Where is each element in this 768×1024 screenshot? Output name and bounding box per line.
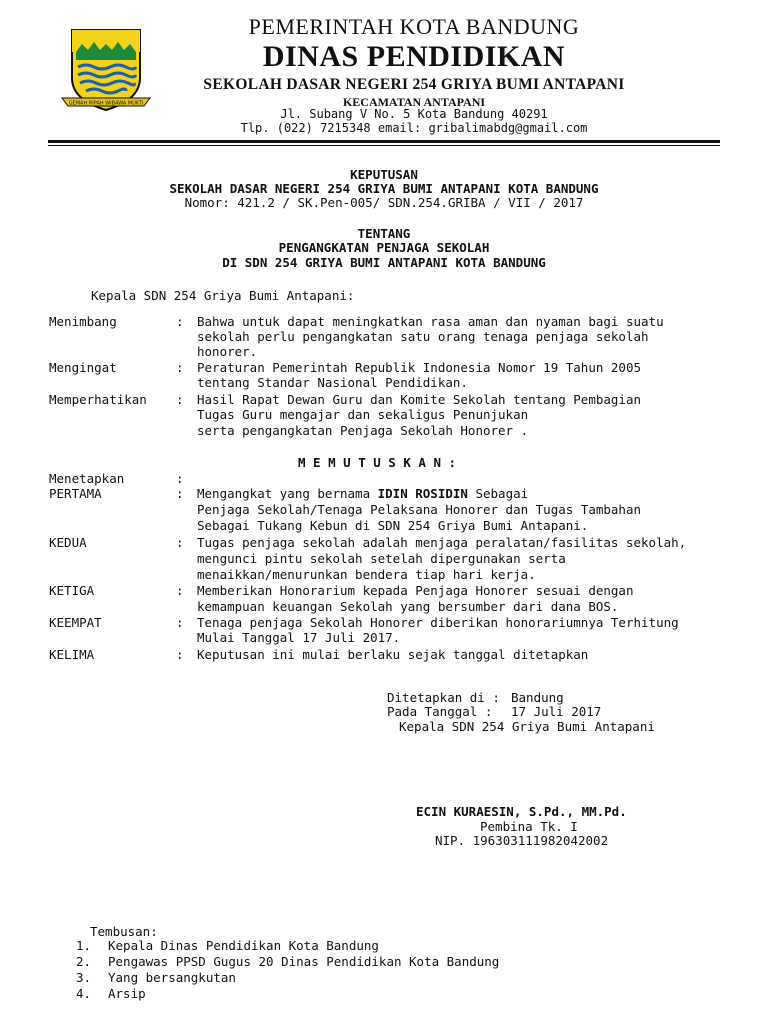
school-contact: Tlp. (022) 7215348 email: gribalimabdg@gmail.com bbox=[240, 121, 588, 135]
keempat-text-2: Mulai Tanggal 17 Juli 2017. bbox=[197, 630, 401, 645]
ketiga-text-2: kemampuan keuangan Sekolah yang bersumber dari dana BOS. bbox=[197, 599, 619, 614]
pertama-pre: Mengangkat yang bernama bbox=[197, 486, 378, 501]
colon: : bbox=[176, 314, 184, 329]
tembusan-num-4: 4. bbox=[76, 986, 92, 1001]
mengingat-text-2: tentang Standar Nasional Pendidikan. bbox=[197, 375, 468, 390]
colon: : bbox=[176, 360, 184, 375]
district-name: KECAMATAN ANTAPANI bbox=[342, 95, 486, 109]
pertama-text-2: Penjaga Sekolah/Tenaga Pelaksana Honorer dan Tugas Tambahan bbox=[197, 502, 642, 517]
tembusan-item-3: Yang bersangkutan bbox=[108, 970, 236, 985]
kedua-text-1: Tugas penjaga sekolah adalah menjaga peralatan/fasilitas sekolah, bbox=[197, 535, 687, 550]
mengingat-text-1: Peraturan Pemerintah Republik Indonesia Nomor 19 Tahun 2005 bbox=[197, 360, 642, 375]
colon: : bbox=[176, 392, 184, 407]
letterhead-divider-thin bbox=[48, 145, 720, 146]
kelima-text-1: Keputusan ini mulai berlaku sejak tanggal ditetapkan bbox=[197, 647, 589, 662]
decree-subject-line1: PENGANGKATAN PENJAGA SEKOLAH bbox=[278, 240, 490, 255]
logo-motto: GEMAH RIPAH WIBAWA MUKTI bbox=[68, 100, 144, 107]
ketiga-label: KETIGA bbox=[49, 583, 95, 598]
kedua-label: KEDUA bbox=[49, 535, 87, 550]
memperhatikan-label: Memperhatikan bbox=[49, 392, 147, 407]
colon: : bbox=[176, 471, 184, 486]
school-address: Jl. Subang V No. 5 Kota Bandung 40291 bbox=[280, 107, 548, 121]
kedua-text-3: menaikkan/menurunkan bendera tiap hari kerja. bbox=[197, 567, 536, 582]
signatory-position: Kepala SDN 254 Griya Bumi Antapani bbox=[399, 719, 655, 734]
tembusan-item-2: Pengawas PPSD Gugus 20 Dinas Pendidikan Kota Bandung bbox=[108, 954, 500, 969]
decree-title: KEPUTUSAN bbox=[350, 167, 418, 182]
kedua-text-2: mengunci pintu sekolah setelah dipergunakan serta bbox=[197, 551, 566, 566]
tembusan-item-1: Kepala Dinas Pendidikan Kota Bandung bbox=[108, 938, 379, 953]
school-name: SEKOLAH DASAR NEGERI 254 GRIYA BUMI ANTAPANI bbox=[203, 76, 625, 93]
pertama-text-1 bbox=[197, 486, 528, 501]
memperhatikan-text-3: serta pengangkatan Penjaga Sekolah Honorer . bbox=[197, 423, 529, 438]
pertama-label: PERTAMA bbox=[49, 486, 102, 501]
colon: : bbox=[176, 615, 184, 630]
decides-heading: M E M U T U S K A N : bbox=[298, 455, 457, 470]
ketiga-text-1: Memberikan Honorarium kepada Penjaga Honorer sesuai dengan bbox=[197, 583, 634, 598]
place-label: Ditetapkan di : bbox=[387, 690, 500, 705]
letterhead-divider bbox=[48, 140, 720, 143]
menimbang-text-2: sekolah perlu pengangkatan satu orang tenaga penjaga sekolah bbox=[197, 329, 649, 344]
tembusan-num-2: 2. bbox=[76, 954, 92, 969]
menimbang-text-3: honorer. bbox=[197, 344, 258, 359]
menimbang-text-1: Bahwa untuk dapat meningkatkan rasa aman dan nyaman bagi suatu bbox=[197, 314, 664, 329]
menetapkan-label: Menetapkan bbox=[49, 471, 125, 486]
decree-issuer: SEKOLAH DASAR NEGERI 254 GRIYA BUMI ANTAPANI KOTA BANDUNG bbox=[169, 181, 599, 196]
memperhatikan-text-1: Hasil Rapat Dewan Guru dan Komite Sekolah tentang Pembagian bbox=[197, 392, 642, 407]
memperhatikan-text-2: Tugas Guru mengajar dan sekaligus Penunjukan bbox=[197, 407, 529, 422]
mengingat-label: Mengingat bbox=[49, 360, 117, 375]
signatory-name: ECIN KURAESIN, S.Pd., MM.Pd. bbox=[416, 804, 627, 819]
decree-number: Nomor: 421.2 / SK.Pen-005/ SDN.254.GRIBA / VII / 2017 bbox=[184, 195, 584, 210]
tembusan-num-3: 3. bbox=[76, 970, 92, 985]
menimbang-label: Menimbang bbox=[49, 314, 117, 329]
colon: : bbox=[176, 535, 184, 550]
agency-name: DINAS PENDIDIKAN bbox=[262, 40, 566, 73]
place-value: Bandung bbox=[511, 690, 564, 705]
date-label: Pada Tanggal : bbox=[387, 704, 493, 719]
signatory-rank: Pembina Tk. I bbox=[480, 819, 578, 834]
decree-subject-line2: DI SDN 254 GRIYA BUMI ANTAPANI KOTA BANDUNG bbox=[222, 255, 546, 270]
tembusan-heading: Tembusan: bbox=[90, 924, 158, 939]
colon: : bbox=[176, 486, 184, 501]
government-name: PEMERINTAH KOTA BANDUNG bbox=[248, 14, 580, 39]
date-value: 17 Juli 2017 bbox=[511, 704, 602, 719]
signatory-nip: NIP. 196303111982042002 bbox=[435, 833, 609, 848]
tembusan-num-1: 1. bbox=[76, 938, 92, 953]
pertama-text-3: Sebagai Tukang Kebun di SDN 254 Griya Bumi Antapani. bbox=[197, 518, 589, 533]
colon: : bbox=[176, 583, 184, 598]
tembusan-item-4: Arsip bbox=[108, 986, 146, 1001]
kelima-label: KELIMA bbox=[49, 647, 95, 662]
appointee-name: IDIN ROSIDIN bbox=[377, 486, 468, 501]
decree-about: TENTANG bbox=[357, 226, 411, 241]
colon: : bbox=[176, 647, 184, 662]
keempat-label: KEEMPAT bbox=[49, 615, 102, 630]
pertama-post: Sebagai bbox=[467, 486, 529, 501]
keempat-text-1: Tenaga penjaga Sekolah Honorer diberikan honorariumnya Terhitung bbox=[197, 615, 679, 630]
opening-line: Kepala SDN 254 Griya Bumi Antapani: bbox=[91, 288, 355, 303]
